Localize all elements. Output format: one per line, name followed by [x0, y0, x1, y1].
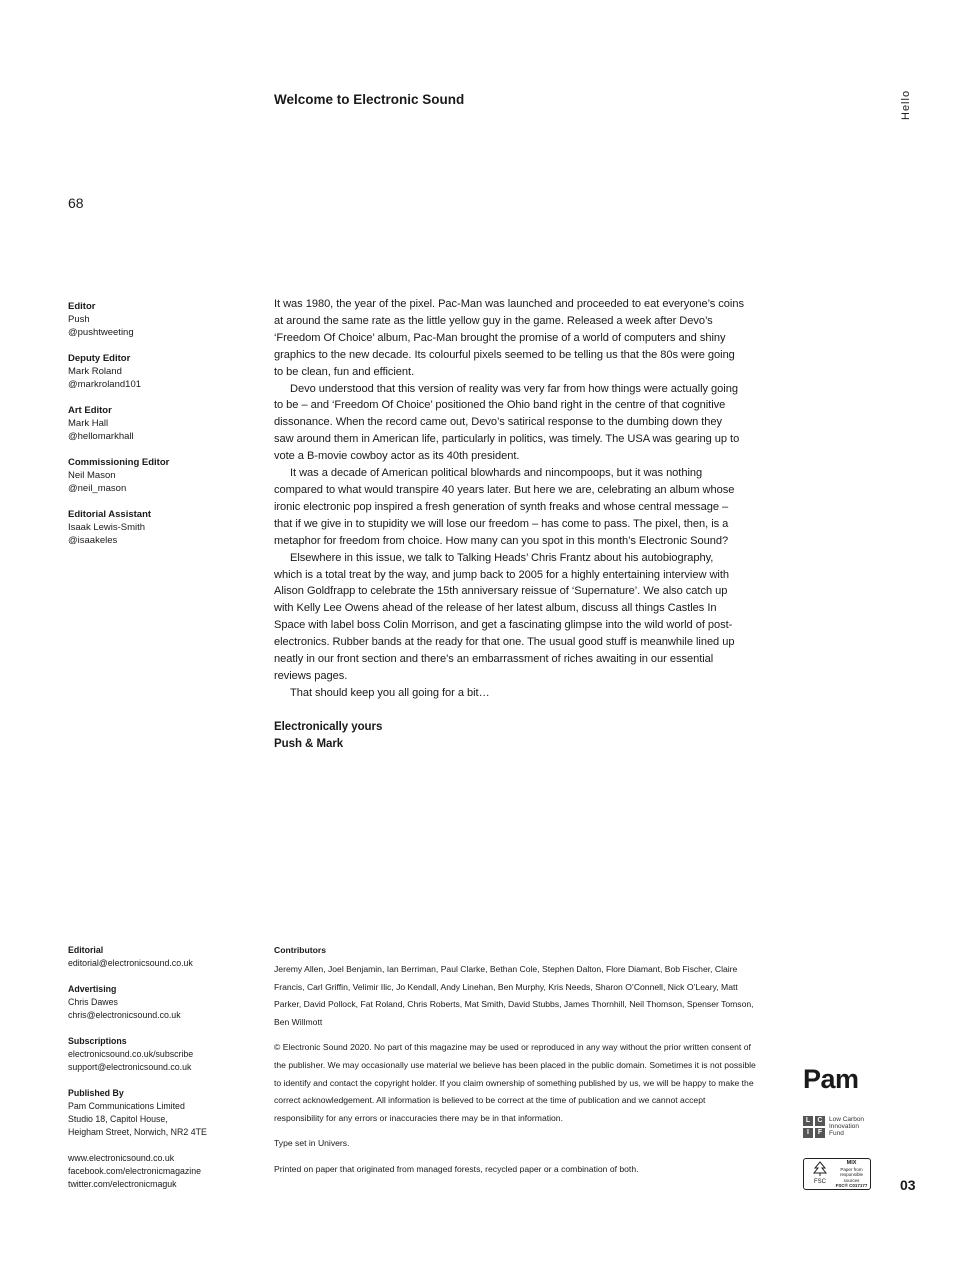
fsc-mix: MIX: [846, 1160, 857, 1166]
staff-handle: @hellomarkhall: [68, 431, 134, 442]
letter-paragraph: Devo understood that this version of reality was very far from how things were actually going to be – and ‘Freedom Of Choice’ positioned the Ohio band right in the centre of that cognitive dissonance. When the record came out, Devo’s satirical response to the dumbing down they saw around them in American life, particularly in politics, was timely. The USA was gearing up to vote a B-movie cowboy actor as its 40th president.: [274, 382, 740, 463]
facebook-link[interactable]: facebook.com/electronicmagazine: [68, 1166, 202, 1176]
website-link[interactable]: www.electronicsound.co.uk: [68, 1153, 175, 1163]
staff-entry: [68, 508, 258, 547]
lcif-line: Innovation: [829, 1123, 859, 1130]
staff-role: Deputy Editor: [68, 353, 131, 364]
credits-block: [274, 944, 756, 1179]
contact-label: Advertising: [68, 984, 117, 994]
contributors-label: Contributors: [274, 945, 327, 955]
signoff-line: Electronically yours: [274, 720, 383, 733]
publisher-address-line: Pam Communications Limited: [68, 1101, 185, 1111]
typeset-note: Type set in Univers.: [274, 1138, 350, 1149]
page-number: 03: [900, 1177, 916, 1193]
lcif-wordmark: [829, 1116, 864, 1137]
staff-entry: [68, 352, 258, 391]
letter-paragraph: Elsewhere in this issue, we talk to Talking Heads’ Chris Frantz about his autobiography, which is a total treat by the way, and jump back to 2005 for a highly entertaining interview with Alison Goldfrapp to celebrate the 15th anniversary reissue of ‘Supernature’. We also catch up with Kelly Lee Owens ahead of the release of her latest album, discuss all things Castles In Space with label boss Colin Morrison, and get a fascinating glimpse into the wild world of post-electronics. Rubber bands at the ready for that one. The usual good stuff is meanwhile lined up neatly in our front section and there’s an embarrassment of riches awaiting in our essential reviews pages.: [274, 551, 735, 682]
staff-handle: @isaakeles: [68, 535, 118, 546]
lcif-letter: C: [815, 1116, 825, 1126]
letter-paragraph: It was a decade of American political blowhards and nincompoops, but it was nothing compared to what would transpire 40 years later. But here we are, celebrating an album whose ironic electronic pop inspired a fresh generation of synth freaks and whose central message – that if we give in to stupidity we will lose our freedom – has come to pass. The pixel, then, is a metaphor for freedom from choice. How many can you spot in this month’s Electronic Sound?: [274, 467, 735, 547]
contact-publisher: [68, 1087, 263, 1139]
fsc-code: FSC® C017177: [835, 1183, 868, 1188]
staff-role: Editorial Assistant: [68, 509, 152, 520]
publisher-address-line: Studio 18, Capitol House,: [68, 1114, 168, 1124]
support-email-link[interactable]: support@electronicsound.co.uk: [68, 1062, 192, 1072]
staff-handle: @markroland101: [68, 379, 142, 390]
lcif-letter: L: [803, 1116, 813, 1126]
copyright-notice: © Electronic Sound 2020. No part of this magazine may be used or reproduced in any way without the prior written consent of the publisher. We may occasionally use material we believe has been placed in the public domain. Sometimes it is not possible to identify and contact the copyright holder. If you claim ownership of something published by us, we will be happy to make the correct acknowledgement. All information is believed to be correct at the time of publication and we cannot accept responsibility for any errors or inaccuracies there may be in that information.: [274, 1042, 756, 1123]
signoff-signature: Push & Mark: [274, 737, 344, 750]
publisher-address-line: Heigham Street, Norwich, NR2 4TE: [68, 1127, 207, 1137]
paper-note: Printed on paper that originated from managed forests, recycled paper or a combination of both.: [274, 1163, 639, 1174]
contact-subscriptions: [68, 1035, 263, 1074]
contact-label: Subscriptions: [68, 1036, 127, 1046]
staff-name: Push: [68, 314, 90, 325]
advertising-name: Chris Dawes: [68, 997, 118, 1007]
staff-name: Neil Mason: [68, 470, 116, 481]
fsc-line: responsible sources: [839, 1172, 863, 1183]
lcif-letter: F: [815, 1128, 825, 1138]
staff-list: [68, 300, 258, 560]
staff-name: Isaak Lewis-Smith: [68, 522, 146, 533]
contact-list: [68, 944, 263, 1204]
staff-role: Art Editor: [68, 405, 112, 416]
lcif-letter: I: [803, 1128, 813, 1138]
staff-handle: @pushtweeting: [68, 327, 134, 338]
staff-name: Mark Hall: [68, 418, 109, 429]
lcif-line: Fund: [829, 1130, 844, 1137]
lcif-line: Low Carbon: [829, 1116, 865, 1123]
staff-entry: [68, 456, 258, 495]
letter-paragraph: It was 1980, the year of the pixel. Pac-Man was launched and proceeded to eat everyone’s coins at around the same rate as the little yellow guy in the game. Released a week after Devo’s ‘Freedom Of Choice’ album, Pac-Man brought the promise of a world of computers and shiny graphics to the new decade. Its colourful pixels seemed to be telling us that the 80s were going to be clean, fun and efficient.: [274, 298, 744, 378]
pam-logo: Pam: [803, 1064, 859, 1094]
contact-advertising: [68, 983, 263, 1022]
fsc-tree-icon: [808, 1161, 832, 1187]
contributors-list: Jeremy Allen, Joel Benjamin, Ian Berriman, Paul Clarke, Bethan Cole, Stephen Dalton, Flore Diamant, Bob Fischer, Claire Francis, Carl Griffin, Velimir Ilic, Jo Kendall, Andy Linehan, Ben Murphy, Kris Needs, Sharon O’Connell, Nick O’Leary, Matt Parker, David Pollock, Fat Roland, Chris Roberts, Mat Smith, David Stubbs, James Thornhill, Neil Thomson, Spenser Tomson, Ben Willmott: [274, 964, 754, 1027]
page-title: Welcome to Electronic Sound: [274, 92, 465, 107]
staff-role: Commissioning Editor: [68, 457, 170, 468]
editorial-letter: [274, 296, 744, 753]
contact-label: Published By: [68, 1088, 124, 1098]
staff-entry: [68, 300, 258, 339]
lcif-mark-icon: [803, 1116, 825, 1138]
fsc-line: Paper from: [840, 1166, 863, 1172]
editorial-email-link[interactable]: editorial@electronicsound.co.uk: [68, 958, 193, 968]
fsc-logo: [803, 1158, 871, 1190]
lcif-logo: [803, 1116, 883, 1142]
staff-handle: @neil_mason: [68, 483, 127, 494]
letter-paragraph: That should keep you all going for a bit…: [290, 686, 490, 699]
contact-label: Editorial: [68, 945, 104, 955]
tree-check-icon: [810, 1161, 830, 1177]
subscribe-link[interactable]: electronicsound.co.uk/subscribe: [68, 1049, 194, 1059]
twitter-link[interactable]: twitter.com/electronicmaguk: [68, 1179, 177, 1189]
issue-number: 68: [68, 195, 84, 211]
section-label-text: Hello: [900, 89, 912, 120]
fsc-text: [835, 1161, 868, 1189]
signoff: [274, 719, 744, 753]
section-label: [900, 90, 920, 120]
staff-name: Mark Roland: [68, 366, 122, 377]
staff-entry: [68, 404, 258, 443]
staff-role: Editor: [68, 301, 96, 312]
contact-editorial: [68, 944, 263, 970]
advertising-email-link[interactable]: chris@electronicsound.co.uk: [68, 1010, 181, 1020]
fsc-label: FSC: [814, 1179, 826, 1185]
contact-web: [68, 1152, 263, 1191]
